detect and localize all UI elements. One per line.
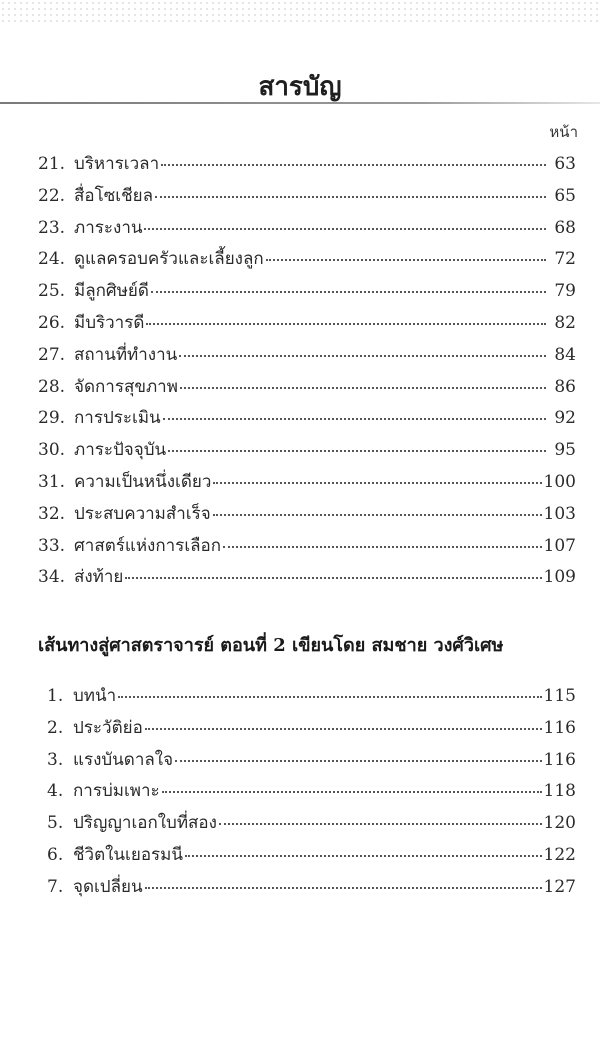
toc-entry-page-number: 63 (554, 154, 576, 174)
toc-entry-page-number: 120 (543, 813, 576, 834)
toc-entry-title: ประวัติย่อ (73, 717, 143, 738)
toc-entry-title: มีบริวารดี (74, 312, 145, 333)
page-column-label: หน้า (549, 123, 578, 141)
toc-entry (0, 277, 600, 309)
toc-entry-title: สื่อโซเชียล (74, 185, 153, 206)
toc-entry-page-number: 107 (543, 535, 576, 556)
toc-entry (0, 777, 600, 809)
toc-entry-title: สถานที่ทำงาน (74, 344, 178, 365)
dot-leader (125, 576, 541, 579)
dot-leader (155, 195, 546, 198)
toc-entry (0, 150, 600, 182)
toc-entry-title: บทนำ (73, 686, 117, 706)
dot-leader (118, 695, 541, 698)
dot-leader (162, 790, 542, 793)
toc-entry-title: บริหารเวลา (74, 154, 160, 174)
toc-entry-page-number: 122 (543, 844, 576, 865)
toc-entry (0, 532, 600, 564)
toc-entry-title: ความเป็นหนึ่งเดียว (74, 471, 212, 492)
dot-leader (223, 545, 541, 548)
toc-entry-number: 4. (47, 781, 64, 802)
toc-entry-number: 2. (47, 717, 64, 738)
dot-leader (213, 513, 542, 516)
toc-entry-number: 1. (47, 686, 64, 706)
dot-leader (175, 759, 541, 762)
dot-leader (180, 386, 546, 389)
toc-entry-page-number: 72 (554, 249, 576, 270)
toc-entry-page-number: 82 (554, 312, 576, 333)
dot-leader (145, 886, 542, 889)
toc-entry (0, 746, 600, 778)
toc-entry-number: 5. (47, 813, 64, 834)
toc-entry-title: ศาสตร์แห่งการเลือก (74, 535, 222, 556)
toc-entry-number: 7. (47, 876, 64, 897)
toc-entry-page-number: 79 (554, 281, 576, 302)
toc-entry-page-number: 118 (543, 781, 576, 802)
title-divider (0, 102, 600, 104)
toc-entry-number: 30. (38, 440, 66, 461)
toc-entry (0, 214, 600, 246)
toc-entry-title: ประสบความสำเร็จ (74, 503, 211, 524)
dot-leader (151, 290, 546, 293)
toc-entry-number: 32. (38, 503, 66, 524)
toc-entry-number: 34. (38, 567, 66, 588)
toc-entry-number: 21. (38, 154, 66, 174)
toc-entry (0, 500, 600, 532)
toc-entry (0, 563, 600, 595)
toc-list-part1 (0, 150, 600, 595)
toc-entry-page-number: 68 (554, 217, 576, 238)
toc-entry (0, 809, 600, 841)
toc-entry (0, 841, 600, 873)
dot-leader (168, 449, 546, 452)
toc-list-part2 (0, 682, 600, 905)
dot-leader (219, 822, 542, 825)
toc-entry-title: ดูแลครอบครัวและเลี้ยงลูก (74, 249, 264, 270)
toc-entry-number: 28. (38, 376, 66, 397)
toc-entry-page-number: 95 (554, 440, 576, 461)
dot-leader (145, 727, 542, 730)
dot-leader (185, 854, 542, 857)
toc-entry-title: แรงบันดาลใจ (73, 749, 174, 770)
dot-leader (266, 258, 546, 261)
toc-entry-title: ส่งท้าย (74, 567, 124, 588)
section-heading: เส้นทางสู่ศาสตราจารย์ ตอนที่ 2 เขียนโดย สมชาย วงศ์วิเศษ (38, 635, 504, 656)
toc-entry (0, 373, 600, 405)
toc-entry-page-number: 116 (543, 717, 576, 738)
toc-entry-page-number: 116 (543, 749, 576, 770)
toc-entry-page-number: 115 (543, 686, 576, 706)
toc-entry-number: 25. (38, 281, 66, 302)
toc-entry (0, 468, 600, 500)
toc-entry-number: 6. (47, 844, 64, 865)
toc-entry-number: 23. (38, 217, 66, 238)
toc-entry-page-number: 109 (543, 567, 576, 588)
toc-entry-title: มีลูกศิษย์ดี (74, 281, 149, 302)
toc-entry (0, 714, 600, 746)
toc-entry-title: ปริญญาเอกใบที่สอง (73, 813, 217, 834)
toc-entry-number: 26. (38, 312, 66, 333)
toc-entry-page-number: 92 (554, 408, 576, 429)
page-title: สารบัญ (258, 72, 342, 102)
toc-entry (0, 309, 600, 341)
toc-entry-number: 27. (38, 344, 66, 365)
toc-entry (0, 245, 600, 277)
dot-leader (163, 417, 546, 420)
toc-entry-title: ภาระปัจจุบัน (74, 440, 167, 461)
toc-entry-page-number: 86 (554, 376, 576, 397)
toc-entry-title: การประเมิน (74, 408, 161, 429)
toc-entry-page-number: 127 (543, 876, 576, 897)
toc-entry (0, 873, 600, 905)
toc-entry-title: จุดเปลี่ยน (73, 876, 143, 897)
toc-entry-title: จัดการสุขภาพ (74, 376, 178, 397)
toc-entry-number: 22. (38, 185, 66, 206)
toc-entry-page-number: 100 (543, 471, 576, 492)
top-decorative-band (0, 0, 600, 22)
toc-entry-title: ชีวิตในเยอรมนี (73, 844, 183, 865)
toc-entry-title: การบ่มเพาะ (73, 781, 160, 802)
toc-entry-page-number: 103 (543, 503, 576, 524)
dot-leader (144, 227, 546, 230)
toc-entry (0, 341, 600, 373)
toc-entry-page-number: 84 (554, 344, 576, 365)
toc-entry-number: 33. (38, 535, 66, 556)
toc-entry-number: 31. (38, 471, 66, 492)
toc-entry (0, 682, 600, 714)
toc-entry-number: 24. (38, 249, 66, 270)
dot-leader (213, 481, 541, 484)
dot-leader (146, 322, 546, 325)
dot-leader (179, 354, 546, 357)
toc-entry-page-number: 65 (554, 185, 576, 206)
toc-entry (0, 404, 600, 436)
toc-entry (0, 436, 600, 468)
toc-entry-number: 3. (47, 749, 64, 770)
toc-entry-title: ภาระงาน (74, 217, 143, 238)
toc-entry (0, 182, 600, 214)
dot-leader (161, 163, 546, 166)
toc-entry-number: 29. (38, 408, 66, 429)
